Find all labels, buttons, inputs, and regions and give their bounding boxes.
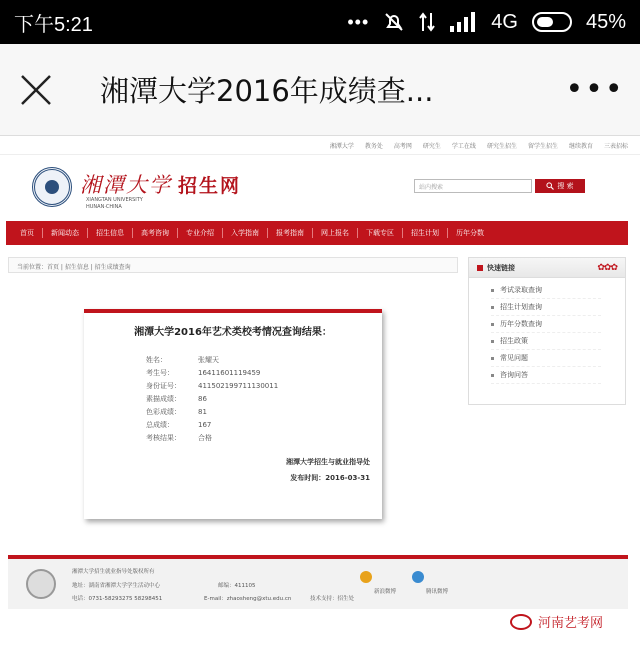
top-link[interactable]: 湘潭大学 [329, 143, 354, 150]
quick-link[interactable] [491, 282, 601, 299]
footer-copyright: 湘潭大学招生就业指导处版权所有 [72, 569, 155, 575]
nav-item-news[interactable]: 新闻动态 [43, 228, 88, 238]
nav-item-home[interactable]: 首页 [12, 228, 43, 238]
result-row [146, 379, 366, 392]
row-label: 色彩成绩： [146, 407, 181, 416]
row-label: 姓名： [146, 355, 167, 364]
row-value: 81 [198, 407, 207, 416]
nav-item-plan[interactable]: 招生计划 [403, 228, 448, 238]
top-link[interactable]: 研究生招生 [486, 143, 517, 150]
tencent-weibo-icon[interactable] [412, 571, 424, 583]
close-icon [19, 73, 53, 107]
result-date: 发布时间：2016-03-31 [290, 474, 370, 482]
row-value: 86 [198, 394, 207, 403]
row-label: 总成绩： [146, 420, 174, 429]
weibo-icon[interactable] [360, 571, 372, 583]
university-english-name: XIANGTAN UNIVERSITY HUNAN·CHINA [86, 197, 143, 210]
bullet-icon [491, 374, 494, 377]
top-links [0, 137, 640, 155]
search-button-label: 搜 索 [557, 182, 574, 190]
status-time: 下午5:21 [14, 13, 93, 36]
notification-dots-icon: ••• [347, 11, 370, 32]
search-input[interactable]: 站内搜索 [414, 179, 532, 193]
bullet-icon [491, 306, 494, 309]
signal-icon [449, 12, 477, 32]
top-link[interactable]: 继续教育 [568, 143, 593, 150]
footer-seal-icon [26, 569, 56, 599]
watermark [510, 612, 603, 631]
status-bar [0, 0, 640, 44]
row-label: 考生号： [146, 368, 174, 377]
quick-links-list [469, 278, 625, 384]
mute-bell-icon [383, 11, 405, 33]
row-value: 411502199711130011 [198, 381, 279, 390]
top-link[interactable]: 留学生招生 [527, 143, 558, 150]
footer-phone: 电话：0731-58293275 58298451 [72, 596, 163, 602]
top-link[interactable]: 三表招标 [603, 143, 628, 150]
nav-item-scores[interactable]: 历年分数 [456, 229, 484, 237]
top-link[interactable]: 教务处 [364, 143, 383, 150]
result-row [146, 405, 366, 418]
search-button[interactable] [535, 179, 585, 193]
row-value: 167 [198, 420, 212, 429]
bullet-icon [491, 357, 494, 360]
quick-links-title: 快速链接 [487, 263, 515, 272]
bullet-icon [491, 323, 494, 326]
footer-support: 技术支持：招生处 [310, 596, 355, 602]
battery-level: 45% [585, 10, 626, 33]
quick-link-label: 考试录取查询 [500, 286, 542, 294]
bullet-icon [491, 289, 494, 292]
site-title: 招生网 [178, 175, 242, 197]
result-row [146, 431, 366, 444]
top-link[interactable]: 研究生 [422, 143, 441, 150]
row-value: 合格 [198, 433, 212, 442]
browser-nav-bar [0, 44, 640, 136]
tencent-weibo-label[interactable]: 腾讯微博 [426, 589, 449, 595]
weibo-label[interactable]: 新浪微博 [374, 589, 397, 595]
result-row [146, 366, 366, 379]
close-button[interactable] [0, 44, 72, 136]
quick-link-label: 常见问题 [500, 354, 528, 362]
result-title: 湘潭大学2016年艺术类校考情况查询结果： [134, 327, 332, 338]
data-transfer-icon [419, 11, 435, 33]
top-link[interactable]: 学工在线 [451, 143, 476, 150]
footer-address: 地址：湖南省湘潭大学学生活动中心 [72, 583, 161, 589]
nav-item-consult[interactable]: 高考咨询 [133, 228, 178, 238]
row-label: 考核结果： [146, 433, 181, 442]
quick-links-header [469, 258, 625, 278]
quick-link-label: 咨询问答 [500, 371, 528, 379]
row-label: 素描成绩： [146, 394, 181, 403]
quick-link-label: 招生计划查询 [500, 303, 542, 311]
quick-link[interactable] [491, 367, 601, 384]
watermark-text: 河南艺考网 [538, 616, 604, 631]
top-link[interactable]: 高考网 [393, 143, 412, 150]
footer-zip: 邮编：411105 [218, 583, 256, 589]
result-row [146, 353, 366, 366]
bullet-icon [491, 340, 494, 343]
row-value: 16411601119459 [198, 368, 261, 377]
footer-email: E-mail：zhaosheng@xtu.edu.cn [204, 596, 292, 602]
nav-item-guide[interactable]: 入学指南 [223, 228, 268, 238]
result-row [146, 392, 366, 405]
battery-icon [532, 12, 572, 32]
nav-item-admissions[interactable]: 招生信息 [88, 228, 133, 238]
row-value: 张耀天 [198, 355, 219, 364]
quick-link-label: 历年分数查询 [500, 320, 542, 328]
search-icon [546, 182, 554, 190]
flower-decoration-icon: ✿✿✿ [597, 262, 617, 273]
square-bullet-icon [477, 265, 483, 271]
main-nav [6, 221, 628, 245]
university-seal-icon [32, 167, 72, 207]
web-page [0, 137, 640, 649]
site-footer [8, 559, 628, 609]
quick-link[interactable] [491, 316, 601, 333]
breadcrumb: 当前位置：首页 | 招生信息 | 招生成绩查询 [8, 257, 458, 273]
row-label: 身份证号： [146, 381, 181, 390]
site-header [30, 163, 630, 223]
result-row [146, 418, 366, 431]
wechat-logo-icon [510, 614, 532, 630]
quick-link-label: 招生政策 [500, 337, 528, 345]
more-options-button[interactable]: ••• [565, 72, 625, 107]
nav-item-majors[interactable]: 专业介绍 [178, 228, 223, 238]
network-type: 4G [491, 10, 518, 33]
quick-link[interactable] [491, 333, 601, 350]
quick-links-panel [468, 257, 626, 405]
quick-link[interactable] [491, 299, 601, 316]
status-icons [347, 11, 626, 34]
page-title: 湘潭大学2016年成绩查... [100, 74, 434, 108]
nav-item-downloads[interactable]: 下载专区 [358, 228, 403, 238]
result-rows [146, 353, 366, 444]
result-issuer: 湘潭大学招生与就业指导处 [286, 458, 370, 466]
result-card [84, 309, 382, 519]
nav-item-online-apply[interactable]: 网上报名 [313, 228, 358, 238]
nav-item-apply-guide[interactable]: 报考指南 [268, 228, 313, 238]
university-name: 湘潭大学 [80, 173, 172, 197]
quick-link[interactable] [491, 350, 601, 367]
